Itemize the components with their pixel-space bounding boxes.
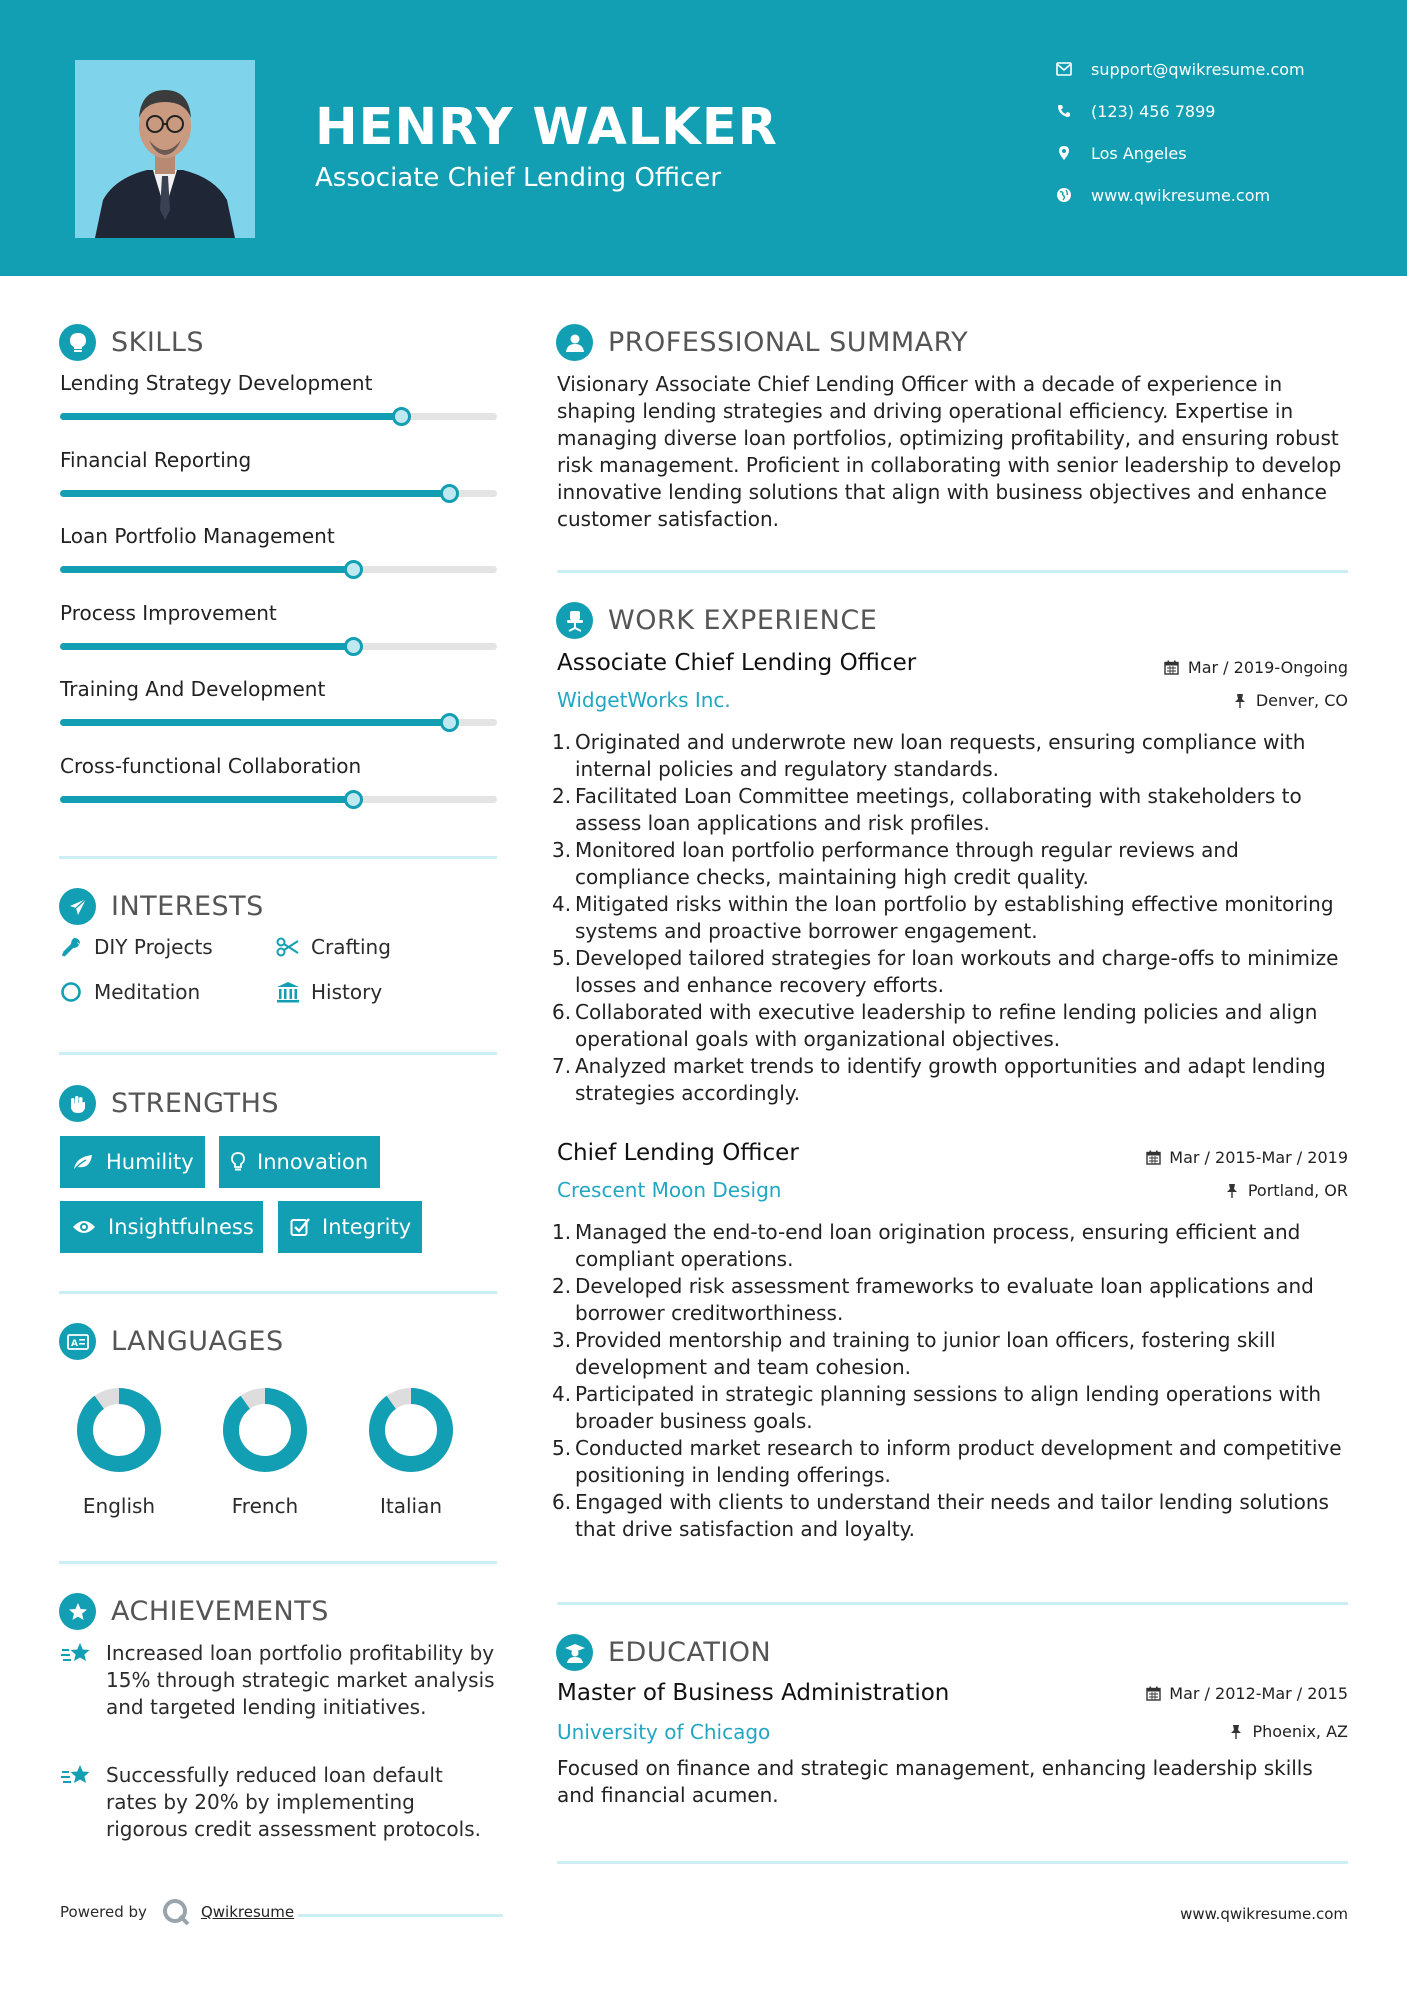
duty-text: Developed tailored strategies for loan workouts and charge-offs to minimize losses and enhance recovery efforts. <box>575 946 1339 997</box>
strength-badge <box>60 1201 263 1253</box>
job-duty-item <box>552 1489 1348 1543</box>
duty-number: 2. <box>552 784 572 808</box>
calendar-icon <box>1145 1150 1161 1166</box>
duty-text: Analyzed market trends to identify growth opportunities and adapt lending strategies accordingly. <box>575 1054 1326 1105</box>
duty-text: Facilitated Loan Committee meetings, collaborating with stakeholders to assess loan applications and risk profiles. <box>575 784 1302 835</box>
skill-level-knob <box>440 713 459 732</box>
job-dates-text: Mar / 2015-Mar / 2019 <box>1169 1148 1348 1167</box>
language-level-ring <box>367 1386 455 1474</box>
interest-label: Crafting <box>311 935 391 959</box>
job-duties-list <box>552 729 1348 1107</box>
paper-plane-icon <box>59 888 96 925</box>
skill-label: Loan Portfolio Management <box>60 524 335 548</box>
contact-phone[interactable] <box>1055 96 1215 126</box>
achievements-title: ACHIEVEMENTS <box>111 1596 329 1627</box>
strength-label: Integrity <box>322 1215 412 1239</box>
skill-label: Training And Development <box>60 677 326 701</box>
calendar-icon <box>1164 660 1180 676</box>
interests-heading <box>59 888 264 925</box>
qwikresume-logo-icon <box>161 1897 191 1927</box>
bank-icon <box>276 980 300 1004</box>
skill-level-fill <box>60 643 353 650</box>
user-icon <box>556 324 593 361</box>
skill-level-knob <box>344 560 363 579</box>
education-description: Focused on finance and strategic management, enhancing leadership skills and financial acumen. <box>557 1756 1313 1807</box>
achievement-text: Increased loan portfolio profitability by 15% through strategic market analysis and targeted lending initiatives. <box>106 1641 495 1719</box>
achievements-heading <box>59 1593 329 1630</box>
duty-number: 4. <box>552 892 572 916</box>
language-name: Italian <box>379 1494 443 1518</box>
duty-number: 3. <box>552 838 572 862</box>
duty-number: 6. <box>552 1000 572 1024</box>
contact-email-text: support@qwikresume.com <box>1091 59 1305 79</box>
skill-level-knob <box>344 790 363 809</box>
job-location <box>1224 1181 1348 1200</box>
language-item <box>74 1386 164 1518</box>
skill-level-bar <box>60 719 497 726</box>
skill-label: Process Improvement <box>60 600 277 625</box>
job-duty-item <box>552 891 1348 945</box>
duty-text: Conducted market research to inform product development and competitive positioning in lending offerings. <box>575 1436 1342 1487</box>
skill-level-knob <box>392 407 411 426</box>
interest-label: Meditation <box>94 980 201 1004</box>
envelope-icon <box>1055 60 1073 78</box>
duty-number: 2. <box>552 1274 572 1298</box>
job-duty-item <box>552 999 1348 1053</box>
contact-website-text: www.qwikresume.com <box>1091 185 1271 205</box>
job-title: Associate Chief Lending Officer <box>557 650 917 676</box>
skill-label: Lending Strategy Development <box>60 371 373 395</box>
shooting-star-icon <box>60 1762 94 1790</box>
scissors-icon <box>276 935 300 959</box>
duty-number: 1. <box>552 1220 572 1244</box>
job-duty-item <box>552 1053 1348 1107</box>
duty-text: Engaged with clients to understand their needs and tailor lending solutions that drive satisfaction and loyalty. <box>575 1490 1329 1541</box>
contact-email[interactable] <box>1055 54 1305 84</box>
duty-text: Managed the end-to-end loan origination process, ensuring efficient and compliant operations. <box>575 1220 1301 1271</box>
education-title: EDUCATION <box>608 1637 772 1668</box>
section-divider <box>557 1861 1348 1864</box>
eye-icon <box>72 1215 96 1239</box>
job-duty-item <box>552 1273 1348 1327</box>
section-divider <box>59 856 497 859</box>
strengths-title: STRENGTHS <box>111 1088 280 1119</box>
interest-item <box>276 980 382 1004</box>
achievement-item <box>60 1640 500 1721</box>
interests-title: INTERESTS <box>111 891 264 922</box>
contact-phone-text: (123) 456 7899 <box>1091 101 1216 121</box>
job-duty-item <box>552 1435 1348 1489</box>
skill-level-fill <box>60 413 401 420</box>
candidate-role: Associate Chief Lending Officer <box>315 163 722 193</box>
job-duty-item <box>552 1381 1348 1435</box>
skill-level-fill <box>60 566 353 573</box>
map-pin-icon <box>1055 144 1073 162</box>
star-badge-icon <box>59 1593 96 1630</box>
experience-title: WORK EXPERIENCE <box>608 605 878 636</box>
qwikresume-link[interactable]: Qwikresume <box>200 1903 295 1921</box>
circle-icon <box>59 980 83 1004</box>
job-location <box>1232 691 1348 710</box>
office-chair-icon <box>556 602 593 639</box>
education-dates-text: Mar / 2012-Mar / 2015 <box>1169 1684 1348 1703</box>
skill-level-fill <box>60 719 449 726</box>
profile-photo <box>75 60 255 238</box>
skill-label: Cross-functional Collaboration <box>60 753 362 778</box>
education-dates <box>1145 1684 1348 1703</box>
job-duty-item <box>552 729 1348 783</box>
interest-item <box>59 980 200 1004</box>
skill-level-knob <box>440 484 459 503</box>
footer-website[interactable]: www.qwikresume.com <box>1180 1905 1348 1923</box>
checkbox-icon <box>290 1215 310 1239</box>
graduate-icon <box>556 1634 593 1671</box>
skill-level-bar <box>60 413 497 420</box>
interest-item <box>59 935 213 959</box>
duty-number: 5. <box>552 946 572 970</box>
strength-label: Insightfulness <box>108 1215 254 1239</box>
achievement-item <box>60 1762 500 1843</box>
skills-heading <box>59 324 204 361</box>
duty-text: Mitigated risks within the loan portfolio by establishing effective monitoring systems and proactive borrower engagement. <box>575 892 1334 943</box>
degree-title: Master of Business Administration <box>557 1680 950 1706</box>
achievement-text: Successfully reduced loan default rates by 20% by implementing rigorous credit assessment protocols. <box>106 1763 481 1841</box>
phone-icon <box>1055 102 1073 120</box>
lightbulb-icon <box>59 324 96 361</box>
interest-label: History <box>311 980 383 1004</box>
strength-badge <box>219 1136 380 1188</box>
duty-number: 1. <box>552 730 572 754</box>
powered-by-label: Powered by <box>60 1903 147 1921</box>
interest-label: DIY Projects <box>94 935 213 959</box>
language-level-ring <box>221 1386 309 1474</box>
contact-website[interactable] <box>1055 180 1270 210</box>
job-dates <box>1164 658 1348 677</box>
job-location-text: Denver, CO <box>1255 691 1348 710</box>
job-location-text: Portland, OR <box>1247 1181 1348 1200</box>
strength-badge <box>60 1136 205 1188</box>
svg-text:A: A <box>70 1338 78 1349</box>
skill-level-knob <box>344 637 363 656</box>
thumbtack-icon <box>1232 693 1248 709</box>
skill-level-bar <box>60 796 497 803</box>
languages-title: LANGUAGES <box>111 1326 284 1357</box>
interest-item <box>276 935 391 959</box>
strength-label: Innovation <box>257 1150 369 1174</box>
job-duty-item <box>552 945 1348 999</box>
skills-title: SKILLS <box>111 327 205 358</box>
globe-icon <box>1055 186 1073 204</box>
education-heading <box>556 1634 771 1671</box>
resume-header <box>0 0 1407 276</box>
school-name: University of Chicago <box>557 1720 771 1744</box>
duty-number: 4. <box>552 1382 572 1406</box>
duty-number: 3. <box>552 1328 572 1352</box>
lightbulb-icon <box>231 1150 245 1174</box>
experience-heading <box>556 602 877 639</box>
job-duty-item <box>552 1219 1348 1273</box>
language-item <box>366 1386 456 1518</box>
duty-number: 7. <box>552 1054 572 1078</box>
leaf-icon <box>72 1150 94 1174</box>
education-location-text: Phoenix, AZ <box>1252 1722 1348 1741</box>
language-name: English <box>82 1494 156 1518</box>
job-title: Chief Lending Officer <box>557 1140 799 1166</box>
language-item <box>220 1386 310 1518</box>
candidate-name: HENRY WALKER <box>315 98 778 157</box>
job-duty-item <box>552 837 1348 891</box>
powered-by <box>60 1897 503 1927</box>
skill-level-fill <box>60 796 353 803</box>
skill-level-bar <box>60 490 497 497</box>
thumbtack-icon <box>1224 1183 1240 1199</box>
shooting-star-icon <box>60 1640 94 1668</box>
summary-heading <box>556 324 968 361</box>
duty-text: Provided mentorship and training to junior loan officers, fostering skill development and team cohesion. <box>575 1328 1276 1379</box>
contact-location <box>1055 138 1187 168</box>
language-level-ring <box>75 1386 163 1474</box>
job-duty-item <box>552 1327 1348 1381</box>
job-dates-text: Mar / 2019-Ongoing <box>1187 658 1348 677</box>
section-divider <box>557 1602 1348 1605</box>
section-divider <box>557 570 1348 573</box>
skill-level-fill <box>60 490 449 497</box>
job-duty-item <box>552 783 1348 837</box>
company-name: Crescent Moon Design <box>557 1178 782 1202</box>
summary-title: PROFESSIONAL SUMMARY <box>608 327 969 358</box>
job-duties-list <box>552 1219 1348 1543</box>
skill-label: Financial Reporting <box>60 447 252 472</box>
strengths-heading <box>59 1085 279 1122</box>
duty-text: Participated in strategic planning sessions to align lending operations with broader business goals. <box>575 1382 1322 1433</box>
education-location <box>1228 1722 1348 1741</box>
thumbtack-icon <box>1228 1724 1244 1740</box>
skill-level-bar <box>60 566 497 573</box>
summary-text: Visionary Associate Chief Lending Officer with a decade of experience in shaping lending strategies and driving operational efficiency. Expertise in managing diverse loan portfolios, optimizing profitability, and ensuring robust risk management. Proficient in collaborating with senior leadership to develop innovative lending solutions that align with business objectives and enhance customer satisfaction. <box>557 372 1342 531</box>
duty-number: 6. <box>552 1490 572 1514</box>
footer-rule <box>298 1914 503 1917</box>
duty-text: Developed risk assessment frameworks to evaluate loan applications and borrower creditworthiness. <box>575 1274 1314 1325</box>
skill-level-bar <box>60 643 497 650</box>
calendar-icon <box>1145 1686 1161 1702</box>
wrench-icon <box>59 935 83 959</box>
company-name: WidgetWorks Inc. <box>557 688 731 712</box>
fist-icon <box>59 1085 96 1122</box>
duty-number: 5. <box>552 1436 572 1460</box>
duty-text: Monitored loan portfolio performance through regular reviews and compliance checks, maintaining high credit quality. <box>575 838 1239 889</box>
contact-location-text: Los Angeles <box>1091 143 1187 163</box>
section-divider <box>59 1291 497 1294</box>
strength-label: Humility <box>106 1150 194 1174</box>
strength-badge <box>278 1201 422 1253</box>
duty-text: Collaborated with executive leadership to refine lending policies and align operational goals with organizational objectives. <box>575 1000 1318 1051</box>
section-divider <box>59 1561 497 1564</box>
duty-text: Originated and underwrote new loan requests, ensuring compliance with internal policies and regulatory standards. <box>575 730 1306 781</box>
job-dates <box>1145 1148 1348 1167</box>
section-divider <box>59 1052 497 1055</box>
language-name: French <box>231 1494 299 1518</box>
language-icon <box>59 1323 96 1360</box>
languages-heading <box>59 1323 284 1360</box>
